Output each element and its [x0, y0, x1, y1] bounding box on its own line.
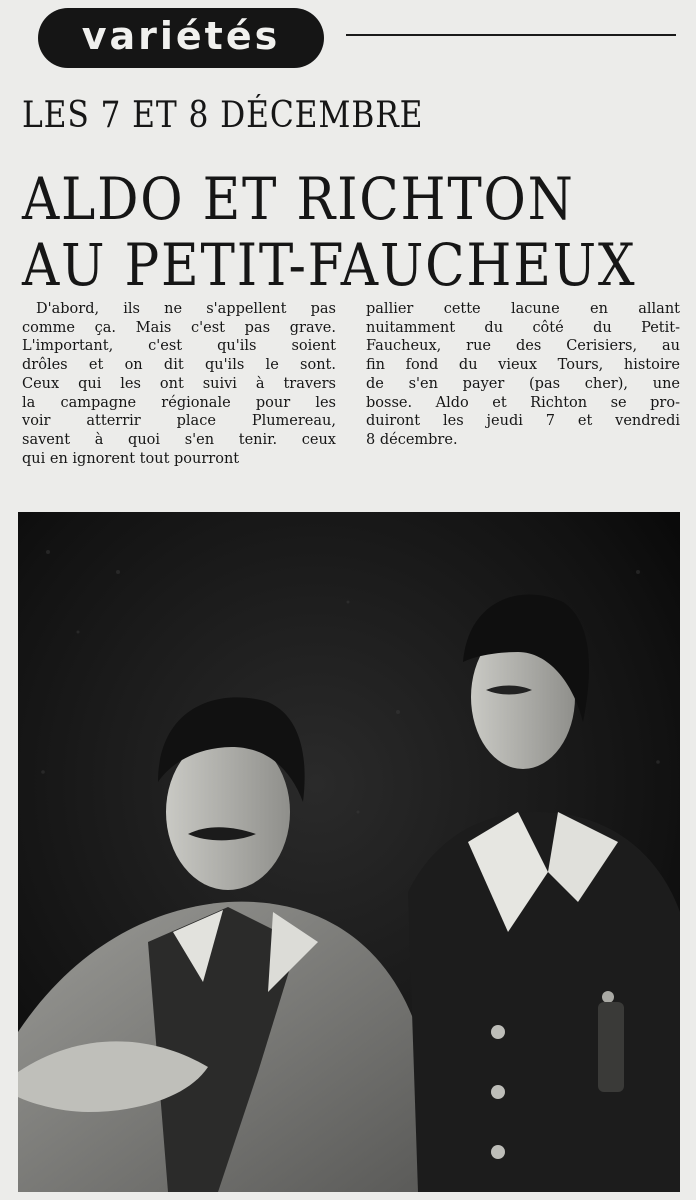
column-line: bosse. Aldo et Richton se pro-	[366, 394, 680, 411]
column-line: la campagne régionale pour les	[22, 394, 336, 411]
section-badge	[38, 8, 324, 68]
column-line: comme ça. Mais c'est pas grave.	[22, 319, 336, 336]
column-line: duiront les jeudi 7 et vendredi	[366, 413, 680, 430]
column-line: drôles et on dit qu'ils le sont.	[22, 357, 336, 374]
column-line: Ceux qui les ont suivi à travers	[22, 375, 336, 392]
column-line: L'important, c'est qu'ils soient	[22, 338, 336, 355]
section-rule	[346, 34, 676, 36]
article-photo	[18, 512, 680, 1192]
column-line: nuitamment du côté du Petit-	[366, 319, 680, 336]
column-line: Faucheux, rue des Cerisiers, au	[366, 338, 680, 355]
column-line: D'abord, ils ne s'appellent pas	[36, 301, 336, 317]
photo-illustration	[18, 512, 680, 1192]
column-line: voir atterrir place Plumereau,	[22, 413, 336, 430]
column-line: 8 décembre.	[366, 431, 458, 448]
article-column-right	[366, 300, 680, 450]
article-headline	[22, 166, 636, 298]
column-line: qui en ignorent tout pourront	[22, 450, 240, 467]
headline-line-1: ALDO ET RICHTON	[22, 165, 575, 233]
headline-line-2: AU PETIT-FAUCHEUX	[22, 231, 637, 299]
column-line: savent à quoi s'en tenir. ceux	[22, 431, 336, 448]
column-line: fin fond du vieux Tours, histoire	[366, 357, 680, 374]
section-label: variétés	[81, 14, 281, 58]
column-line: pallier cette lacune en allant	[366, 301, 680, 317]
article-date-line: LES 7 ET 8 DÉCEMBRE	[22, 95, 424, 136]
article-column-left	[22, 300, 336, 468]
column-line: de s'en payer (pas cher), une	[366, 375, 680, 392]
